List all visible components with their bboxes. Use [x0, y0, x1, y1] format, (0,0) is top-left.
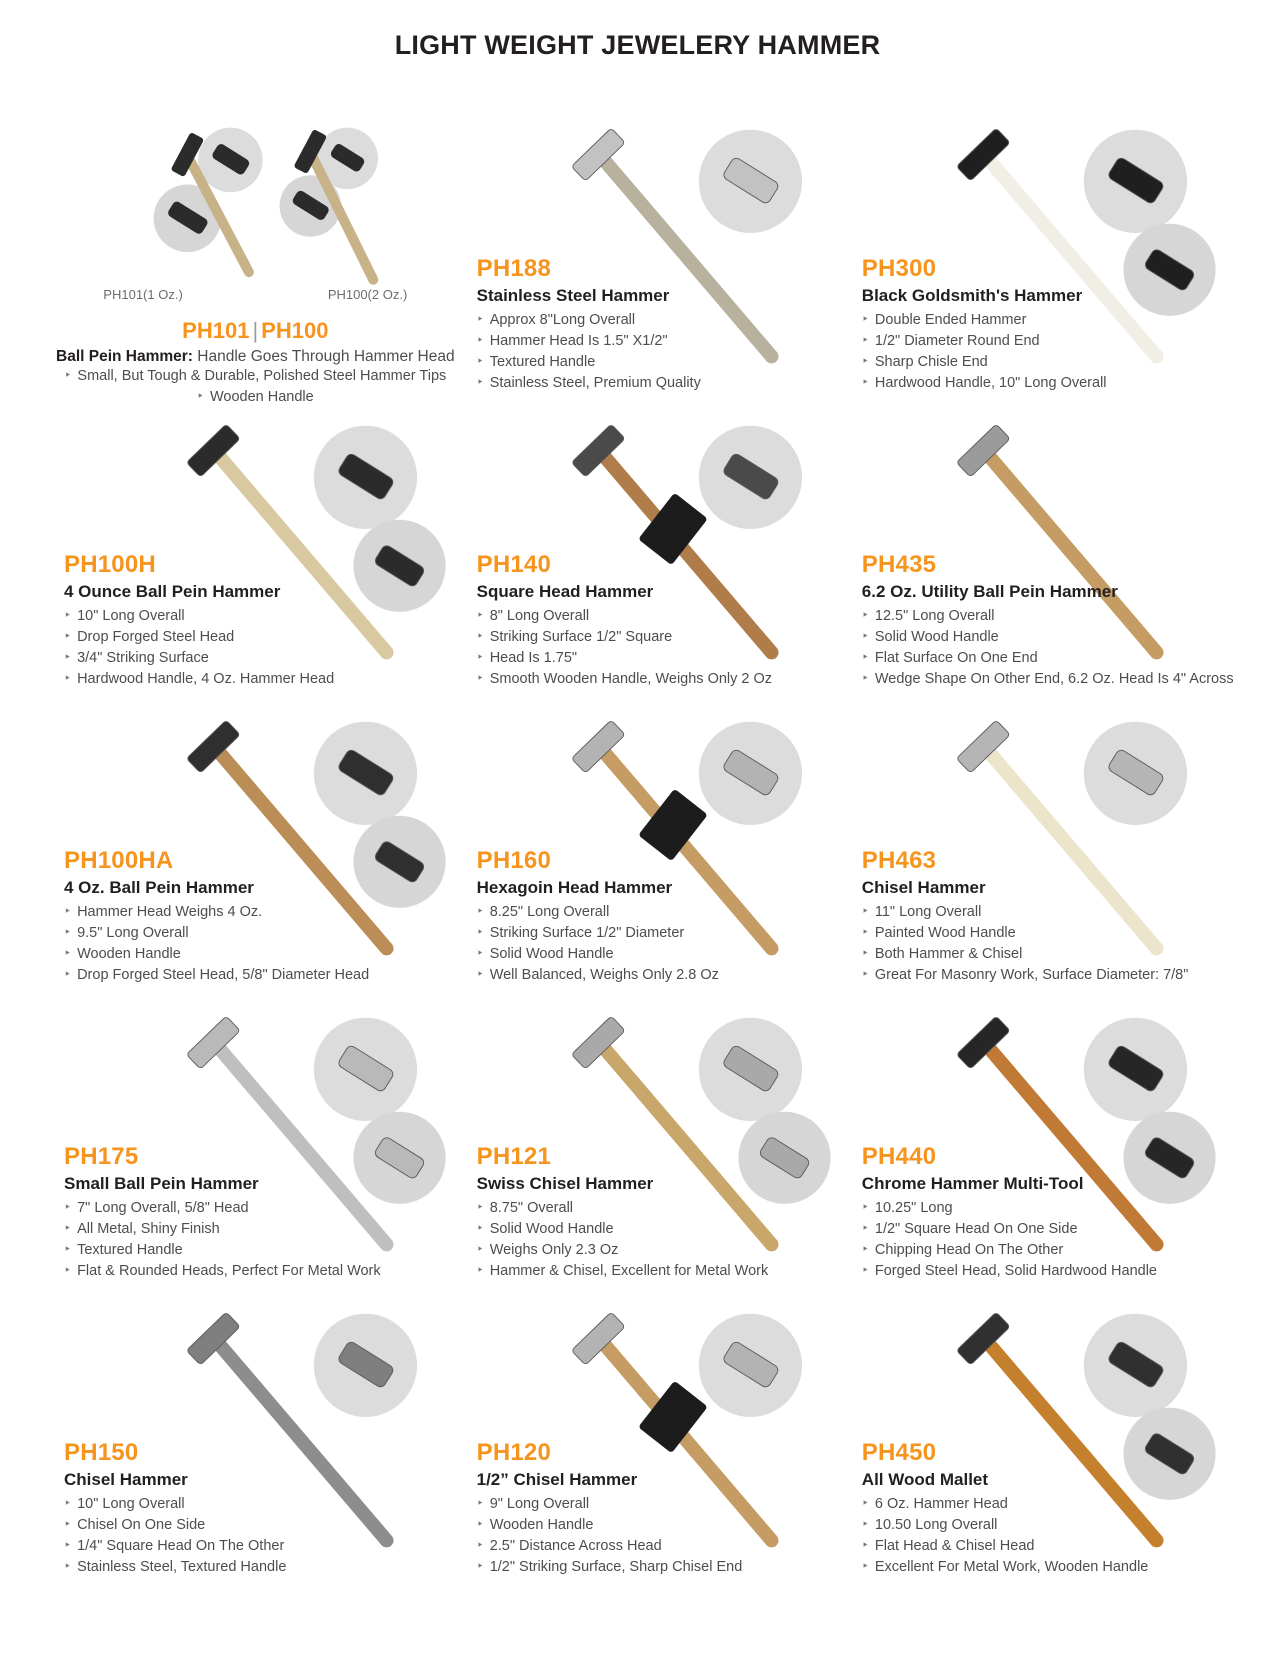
spec-list — [477, 310, 701, 394]
bullet-icon: ‣ — [861, 1263, 869, 1277]
product-code: PH120 — [476, 1439, 551, 1466]
spec-text: 10.25" Long — [874, 1200, 953, 1216]
spec-list — [862, 1198, 1157, 1282]
bullet-icon: ‣ — [861, 904, 869, 918]
spec-item — [64, 923, 369, 944]
spec-item — [477, 1219, 769, 1240]
spec-item — [862, 1240, 1157, 1261]
bullet-icon: ‣ — [861, 967, 869, 981]
spec-item — [861, 669, 1234, 690]
product-card-ph463 — [854, 704, 1225, 1000]
product-name — [56, 348, 455, 366]
bullet-icon: ‣ — [476, 1263, 484, 1277]
bullet-icon: ‣ — [861, 312, 869, 326]
product-code: PH188 — [476, 255, 551, 282]
product-card-ph160 — [469, 704, 840, 1000]
spec-text: 6 Oz. Hammer Head — [874, 1496, 1008, 1512]
product-card-ph100h — [56, 408, 455, 704]
spec-text: 1/2" Striking Surface, Sharp Chisel End — [489, 1559, 743, 1575]
spec-text: 9" Long Overall — [489, 1496, 590, 1512]
spec-item — [862, 1219, 1157, 1240]
spec-list — [862, 1494, 1149, 1578]
bullet-icon: ‣ — [476, 967, 484, 981]
spec-list — [477, 902, 719, 986]
bullet-icon: ‣ — [476, 1496, 484, 1510]
code-separator: | — [252, 318, 259, 343]
spec-text: Flat Head & Chisel Head — [874, 1538, 1035, 1554]
spec-item — [477, 902, 719, 923]
product-name: Black Goldsmith's Hammer — [861, 286, 1083, 305]
spec-item — [64, 1240, 381, 1261]
spec-text: Solid Wood Handle — [489, 1221, 614, 1237]
spec-item — [862, 1557, 1149, 1578]
spec-item — [477, 1261, 769, 1282]
product-card-ph188 — [469, 112, 840, 408]
spec-item — [862, 1261, 1157, 1282]
bullet-icon: ‣ — [476, 354, 484, 368]
product-card-ph435 — [854, 408, 1234, 704]
bullet-icon: ‣ — [476, 650, 484, 664]
product-name: Small Ball Pein Hammer — [64, 1174, 259, 1193]
spec-item — [64, 627, 334, 648]
spec-item — [862, 648, 1207, 669]
spec-text: 1/4" Square Head On The Other — [77, 1538, 285, 1554]
product-code: PH160 — [476, 847, 551, 874]
spec-text: Chisel On One Side — [77, 1517, 206, 1533]
spec-text: 12.5" Long Overall — [874, 608, 995, 624]
spec-text: 2.5" Distance Across Head — [489, 1538, 662, 1554]
spec-text: Drop Forged Steel Head — [77, 629, 235, 645]
spec-item — [477, 669, 772, 690]
product-name: 6.2 Oz. Utility Ball Pein Hammer — [861, 582, 1118, 601]
spec-text: Textured Handle — [489, 354, 596, 370]
bullet-icon: ‣ — [64, 1242, 72, 1256]
bullet-icon: ‣ — [476, 671, 484, 685]
spec-item — [477, 373, 701, 394]
product-name: All Wood Mallet — [861, 1470, 989, 1489]
spec-list — [477, 1494, 743, 1578]
product-info — [64, 551, 334, 690]
bullet-icon: ‣ — [861, 650, 869, 664]
spec-text: Flat & Rounded Heads, Perfect For Metal Work — [77, 1263, 381, 1279]
spec-text: Forged Steel Head, Solid Hardwood Handle — [874, 1263, 1157, 1279]
product-code: PH175 — [64, 1143, 139, 1170]
code-ph100: PH100 — [261, 318, 329, 343]
spec-text: Smooth Wooden Handle, Weighs Only 2 Oz — [489, 671, 773, 687]
product-info — [64, 847, 369, 986]
page-title: LIGHT WEIGHT JEWELERY HAMMER — [394, 30, 881, 60]
spec-text: 8.75" Overall — [489, 1200, 574, 1216]
image-captions — [75, 287, 435, 302]
spec-text: 9.5" Long Overall — [77, 925, 189, 941]
spec-item — [862, 331, 1107, 352]
bullet-icon: ‣ — [64, 946, 72, 960]
spec-item — [862, 310, 1107, 331]
product-info — [862, 847, 1189, 986]
spec-item — [477, 965, 719, 986]
bullet-icon: ‣ — [861, 1538, 869, 1552]
product-code: PH100H — [64, 551, 156, 578]
product-code: PH140 — [476, 551, 551, 578]
spec-text: 11" Long Overall — [874, 904, 982, 920]
product-card-ph150 — [56, 1296, 455, 1592]
spec-item — [477, 1240, 769, 1261]
product-name: 1/2” Chisel Hammer — [476, 1470, 638, 1489]
spec-list — [64, 1494, 286, 1578]
spec-text: Flat Surface On One End — [874, 650, 1038, 666]
spec-text: Striking Surface 1/2" Square — [489, 629, 673, 645]
spec-list — [862, 310, 1107, 394]
spec-text: 8" Long Overall — [489, 608, 590, 624]
product-code: PH100HA — [64, 847, 174, 874]
spec-text: Solid Wood Handle — [489, 946, 614, 962]
spec-text: 10" Long Overall — [77, 608, 185, 624]
spec-item — [862, 965, 1189, 986]
spec-item — [477, 1536, 743, 1557]
spec-item — [862, 1198, 1157, 1219]
bullet-icon: ‣ — [476, 629, 484, 643]
bullet-icon: ‣ — [476, 1200, 484, 1214]
spec-text: Painted Wood Handle — [874, 925, 1016, 941]
product-info — [64, 1143, 381, 1282]
spec-item — [477, 1515, 743, 1536]
bullet-icon: ‣ — [64, 1200, 72, 1214]
bullet-icon: ‣ — [861, 1517, 869, 1531]
spec-item — [64, 1494, 286, 1515]
product-info — [477, 551, 772, 690]
product-card-ph300 — [854, 112, 1225, 408]
spec-text: 8.25" Long Overall — [489, 904, 610, 920]
bullet-icon: ‣ — [64, 1263, 72, 1277]
spec-item — [477, 1198, 769, 1219]
product-info — [477, 1143, 769, 1282]
spec-list — [64, 1198, 381, 1282]
spec-item — [64, 1198, 381, 1219]
hammer-photo — [75, 120, 435, 289]
spec-text: Wooden Handle — [489, 1517, 594, 1533]
spec-item — [64, 366, 446, 387]
spec-text: Head Is 1.75" — [489, 650, 578, 666]
bullet-icon: ‣ — [64, 650, 72, 664]
spec-text: Hammer Head Is 1.5" X1/2" — [489, 333, 668, 349]
spec-text: Drop Forged Steel Head, 5/8" Diameter Head — [77, 967, 370, 983]
product-card-ph175 — [56, 1000, 455, 1296]
bullet-icon: ‣ — [64, 925, 72, 939]
spec-text: Hardwood Handle, 4 Oz. Hammer Head — [77, 671, 335, 687]
spec-text: Approx 8"Long Overall — [489, 312, 636, 328]
product-name: Swiss Chisel Hammer — [476, 1174, 654, 1193]
spec-item — [477, 331, 701, 352]
spec-text: Hardwood Handle, 10" Long Overall — [874, 375, 1107, 391]
product-code: PH121 — [476, 1143, 551, 1170]
spec-item — [64, 387, 446, 408]
spec-text: Excellent For Metal Work, Wooden Handle — [874, 1559, 1149, 1575]
bullet-icon: ‣ — [861, 333, 869, 347]
product-code — [182, 318, 328, 344]
product-name: Stainless Steel Hammer — [476, 286, 670, 305]
spec-item — [477, 352, 701, 373]
bullet-icon: ‣ — [64, 368, 72, 382]
bullet-icon: ‣ — [64, 1221, 72, 1235]
spec-item — [862, 902, 1189, 923]
bullet-icon: ‣ — [64, 671, 72, 685]
spec-text: 1/2" Square Head On One Side — [874, 1221, 1078, 1237]
product-info — [862, 1143, 1157, 1282]
bullet-icon: ‣ — [476, 1517, 484, 1531]
bullet-icon: ‣ — [476, 1559, 484, 1573]
bullet-icon: ‣ — [861, 1200, 869, 1214]
bullet-icon: ‣ — [476, 1242, 484, 1256]
spec-item — [862, 352, 1107, 373]
bullet-icon: ‣ — [476, 375, 484, 389]
spec-text: Stainless Steel, Textured Handle — [77, 1559, 287, 1575]
bullet-icon: ‣ — [64, 1517, 72, 1531]
product-name: Chisel Hammer — [64, 1470, 188, 1489]
spec-item — [64, 1261, 381, 1282]
spec-item — [862, 606, 1207, 627]
product-card-ph120 — [469, 1296, 840, 1592]
spec-text: 10.50 Long Overall — [874, 1517, 998, 1533]
bullet-icon: ‣ — [861, 354, 869, 368]
product-card-ph440 — [854, 1000, 1225, 1296]
spec-text: Wooden Handle — [77, 946, 181, 962]
spec-item — [862, 1515, 1149, 1536]
bullet-icon: ‣ — [476, 608, 484, 622]
bullet-icon: ‣ — [861, 1221, 869, 1235]
product-card-ph100ha — [56, 704, 455, 1000]
spec-item — [64, 1536, 286, 1557]
bullet-icon: ‣ — [64, 904, 72, 918]
bullet-icon: ‣ — [861, 375, 869, 389]
spec-list — [477, 1198, 769, 1282]
product-name: Chrome Hammer Multi-Tool — [861, 1174, 1084, 1193]
spec-item — [862, 944, 1189, 965]
spec-list — [861, 606, 1234, 690]
spec-text: Hammer Head Weighs 4 Oz. — [77, 904, 263, 920]
spec-text: Solid Wood Handle — [874, 629, 999, 645]
spec-text: Great For Masonry Work, Surface Diameter: 7/8" — [874, 967, 1189, 983]
spec-item — [477, 944, 719, 965]
bullet-icon: ‣ — [476, 312, 484, 326]
product-code: PH435 — [861, 551, 937, 578]
spec-text: 1/2" Diameter Round End — [874, 333, 1040, 349]
product-code: PH150 — [64, 1439, 139, 1466]
spec-text: Textured Handle — [77, 1242, 183, 1258]
bullet-icon: ‣ — [196, 389, 204, 403]
product-info — [862, 1439, 1149, 1578]
spec-text: Wedge Shape On Other End, 6.2 Oz. Head Is 4" Across — [874, 671, 1234, 687]
product-code: PH300 — [861, 255, 937, 282]
spec-item — [862, 1494, 1149, 1515]
spec-item — [64, 648, 334, 669]
bullet-icon: ‣ — [64, 629, 72, 643]
spec-text: 10" Long Overall — [77, 1496, 185, 1512]
product-info — [477, 255, 701, 394]
spec-text: Small, But Tough & Durable, Polished Steel Hammer Tips — [77, 368, 447, 384]
product-grid — [56, 112, 1234, 1592]
bullet-icon: ‣ — [476, 1221, 484, 1235]
bullet-icon: ‣ — [861, 671, 869, 685]
caption-ph100: PH100(2 Oz.) — [327, 287, 408, 302]
spec-item — [64, 1557, 286, 1578]
bullet-icon: ‣ — [64, 1496, 72, 1510]
spec-text: 3/4" Striking Surface — [77, 650, 209, 666]
bullet-icon: ‣ — [861, 629, 869, 643]
bullet-icon: ‣ — [476, 333, 484, 347]
spec-item — [862, 627, 1207, 648]
spec-text: Hammer & Chisel, Excellent for Metal Work — [489, 1263, 769, 1279]
spec-item — [64, 944, 369, 965]
product-name: Hexagoin Head Hammer — [476, 878, 673, 897]
product-card-ph140 — [469, 408, 840, 704]
spec-text: Sharp Chisle End — [874, 354, 988, 370]
spec-item — [477, 627, 772, 648]
spec-list — [64, 366, 446, 408]
spec-item — [64, 606, 334, 627]
bullet-icon: ‣ — [861, 925, 869, 939]
bullet-icon: ‣ — [476, 904, 484, 918]
spec-item — [64, 1515, 286, 1536]
spec-item — [477, 648, 772, 669]
product-name: 4 Oz. Ball Pein Hammer — [64, 878, 254, 897]
spec-list — [862, 902, 1189, 986]
bullet-icon: ‣ — [476, 925, 484, 939]
spec-item — [64, 669, 334, 690]
product-name: Square Head Hammer — [476, 582, 654, 601]
spec-text: All Metal, Shiny Finish — [77, 1221, 220, 1237]
bullet-icon: ‣ — [861, 1559, 869, 1573]
spec-item — [64, 902, 369, 923]
spec-item — [862, 1536, 1149, 1557]
code-ph101: PH101 — [182, 318, 250, 343]
spec-item — [64, 1219, 381, 1240]
spec-item — [477, 1494, 743, 1515]
product-name: Chisel Hammer — [861, 878, 986, 897]
spec-text: Wooden Handle — [209, 389, 314, 405]
bullet-icon: ‣ — [64, 967, 72, 981]
bullet-icon: ‣ — [861, 1242, 869, 1256]
spec-item — [477, 923, 719, 944]
spec-text: Stainless Steel, Premium Quality — [489, 375, 701, 391]
product-info — [861, 551, 1234, 690]
caption-ph101: PH101(1 Oz.) — [103, 287, 183, 302]
spec-text: Chipping Head On The Other — [874, 1242, 1064, 1258]
bullet-icon: ‣ — [64, 608, 72, 622]
spec-list — [64, 606, 334, 690]
spec-item — [477, 1557, 743, 1578]
bullet-icon: ‣ — [476, 946, 484, 960]
spec-list — [477, 606, 772, 690]
product-code: PH440 — [861, 1143, 937, 1170]
spec-text: 7" Long Overall, 5/8" Head — [77, 1200, 249, 1216]
spec-item — [862, 923, 1189, 944]
bullet-icon: ‣ — [64, 1538, 72, 1552]
product-info — [862, 255, 1107, 394]
product-card-ph121 — [469, 1000, 840, 1296]
spec-item — [477, 310, 701, 331]
spec-item — [477, 606, 772, 627]
product-card-ph450 — [854, 1296, 1225, 1592]
spec-list — [64, 902, 369, 986]
bullet-icon: ‣ — [861, 608, 869, 622]
spec-item — [862, 373, 1107, 394]
spec-text: Well Balanced, Weighs Only 2.8 Oz — [489, 967, 719, 983]
spec-text: Weighs Only 2.3 Oz — [489, 1242, 619, 1258]
bullet-icon: ‣ — [861, 1496, 869, 1510]
product-info — [477, 847, 719, 986]
bullet-icon: ‣ — [861, 946, 869, 960]
product-info — [64, 1439, 286, 1578]
product-info — [477, 1439, 743, 1578]
product-card-ph101-ph100 — [56, 112, 455, 408]
spec-text: Striking Surface 1/2" Diameter — [489, 925, 685, 941]
product-code: PH463 — [861, 847, 937, 874]
product-name-bold: Ball Pein Hammer: — [56, 348, 193, 365]
product-name-rest: Handle Goes Through Hammer Head — [197, 348, 455, 365]
spec-text: Both Hammer & Chisel — [874, 946, 1023, 962]
spec-text: Double Ended Hammer — [874, 312, 1027, 328]
bullet-icon: ‣ — [476, 1538, 484, 1552]
spec-item — [64, 965, 369, 986]
bullet-icon: ‣ — [64, 1559, 72, 1573]
product-name: 4 Ounce Ball Pein Hammer — [64, 582, 281, 601]
product-code: PH450 — [861, 1439, 937, 1466]
